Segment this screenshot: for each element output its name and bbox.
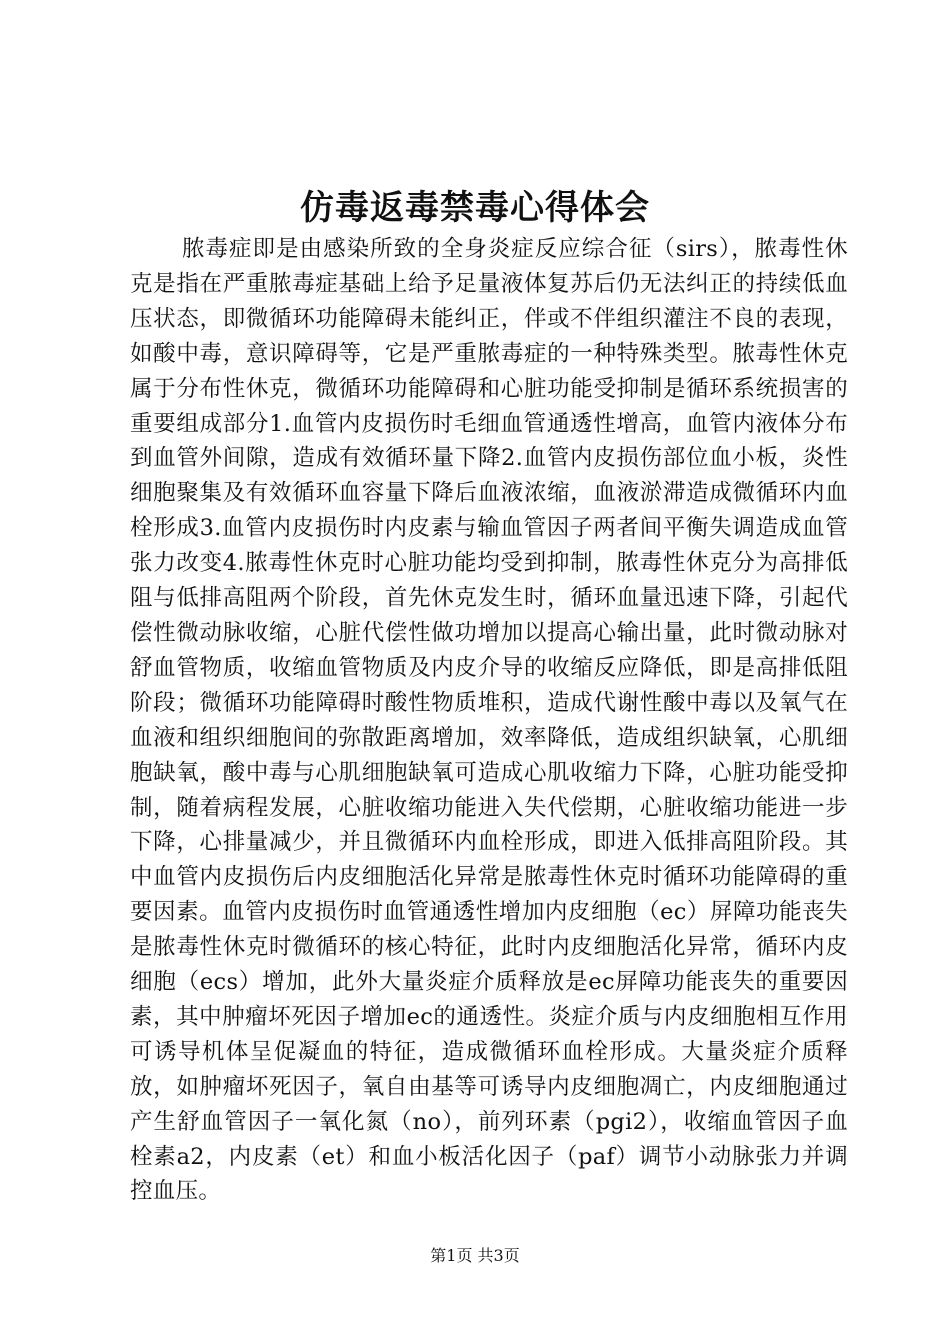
page-footer: 第1页 共3页 <box>430 1246 520 1265</box>
body-paragraph: 脓毒症即是由感染所致的全身炎症反应综合征（sirs），脓毒性休克是指在严重脓毒症基础上给予足量液体复苏后仍无法纠正的持续低血压状态，即微循环功能障碍未能纠正，伴或不伴组织灌注不良的表现，如酸中毒，意识障碍等，它是严重脓毒症的一种特殊类型。脓毒性休克属于分布性休克，微循环功能障碍和心脏功能受抑制是循环系统损害的重要组成部分1.血管内皮损伤时毛细血管通透性增高，血管内液体分布到血管外间隙，造成有效循环量下降2.血管内皮损伤部位血小板，炎性细胞聚集及有效循环血容量下降后血液浓缩，血液淤滞造成微循环内血栓形成3.血管内皮损伤时内皮素与输血管因子两者间平衡失调造成血管张力改变4.脓毒性休克时心脏功能均受到抑制，脓毒性休克分为高排低阻与低排高阻两个阶段，首先休克发生时，循环血量迅速下降，引起代偿性微动脉收缩，心脏代偿性做功增加以提高心输出量，此时微动脉对舒血管物质，收缩血管物质及内皮介导的收缩反应降低，即是高排低阻阶段；微循环功能障碍时酸性物质堆积，造成代谢性酸中毒以及氧气在血液和组织细胞间的弥散距离增加，效率降低，造成组织缺氧，心肌细胞缺氧，酸中毒与心肌细胞缺氧可造成心肌收缩力下降，心脏功能受抑制，随着病程发展，心脏收缩功能进入失代偿期，心脏收缩功能进一步下降，心排量减少，并且微循环内血栓形成，即进入低排高阻阶段。其中血管内皮损伤后内皮细胞活化异常是脓毒性休克时循环功能障碍的重要因素。血管内皮损伤时血管通透性增加内皮细胞（ec）屏障功能丧失是脓毒性休克时微循环的核心特征，此时内皮细胞活化异常，循环内皮细胞（ecs）增加，此外大量炎症介质释放是ec屏障功能丧失的重要因素，其中肿瘤坏死因子增加ec的通透性。炎症介质与内皮细胞相互作用可诱导机体呈促凝血的特征，造成微循环血栓形成。大量炎症介质释放，如肿瘤坏死因子，氧自由基等可诱导内皮细胞凋亡，内皮细胞通过产生舒血管因子一氧化氮（no），前列环素（pgi2），收缩血管因子血栓素a2，内皮素（et）和血小板活化因子（paf）调节小动脉张力并调控血压。 <box>130 236 848 1205</box>
document-title: 仿毒返毒禁毒心得体会 <box>300 188 650 228</box>
